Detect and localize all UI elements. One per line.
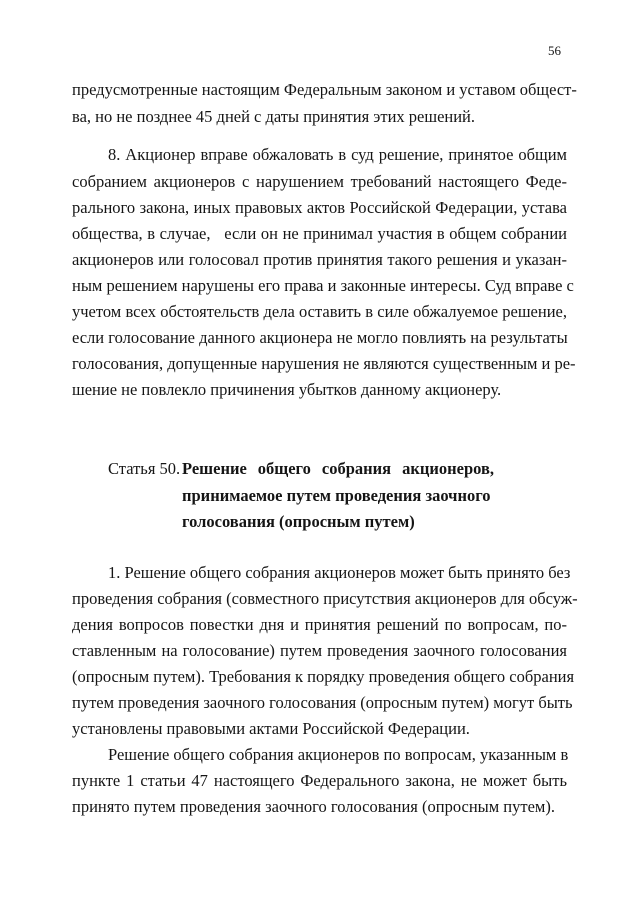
text-line: 8. Акционер вправе обжаловать в суд решение, принятое общим <box>108 145 567 164</box>
article-title-line: голосования (опросным путем) <box>182 512 415 531</box>
page-number: 56 <box>548 43 561 58</box>
text-line: путем проведения заочного голосования (опросным путем) могут быть <box>72 693 573 712</box>
text-line: ва, но не позднее 45 дней с даты принятия этих решений. <box>72 107 476 126</box>
text-line: принято путем проведения заочного голосования (опросным путем). <box>72 797 555 816</box>
text-line: если голосование данного акционера не могло повлиять на результаты <box>72 328 568 347</box>
article-title-line: Решение общего собрания акционеров, <box>182 459 494 478</box>
text-line: 1. Решение общего собрания акционеров может быть принято без <box>108 563 571 582</box>
text-line: голосования, допущенные нарушения не являются существенным и ре- <box>72 354 576 373</box>
text-line: установлены правовыми актами Российской Федерации. <box>72 719 470 738</box>
text-line: собранием акционеров с нарушением требований настоящего Феде- <box>72 172 567 191</box>
text-line: проведения собрания (совместного присутствия акционеров для обсуж- <box>72 589 578 608</box>
text-line: учетом всех обстоятельств дела оставить в силе обжалуемое решение, <box>72 302 567 321</box>
text-line: Решение общего собрания акционеров по вопросам, указанным в <box>108 745 569 764</box>
text-line: акционеров или голосовал против принятия такого решения и указан- <box>72 250 567 269</box>
text-line: ным решением нарушены его права и законные интересы. Суд вправе с <box>72 276 574 295</box>
text-line: предусмотренные настоящим Федеральным законом и уставом общест- <box>72 80 577 99</box>
text-line: общества, в случае, если он не принимал участия в общем собрании <box>72 224 567 243</box>
text-line: пункте 1 статьи 47 настоящего Федерального закона, не может быть <box>72 771 567 790</box>
text-line: (опросным путем). Требования к порядку проведения общего собрания <box>72 667 575 686</box>
text-line: ставленным на голосование) путем проведения заочного голосования <box>72 641 567 660</box>
article-title-line: принимаемое путем проведения заочного <box>182 486 491 505</box>
text-line: дения вопросов повестки дня и принятия решений по вопросам, по- <box>72 615 567 634</box>
text-line: шение не повлекло причинения убытков данному акционеру. <box>72 380 502 399</box>
article-number: Статья 50. <box>108 459 181 478</box>
text-line: рального закона, иных правовых актов Российской Федерации, устава <box>72 198 567 217</box>
